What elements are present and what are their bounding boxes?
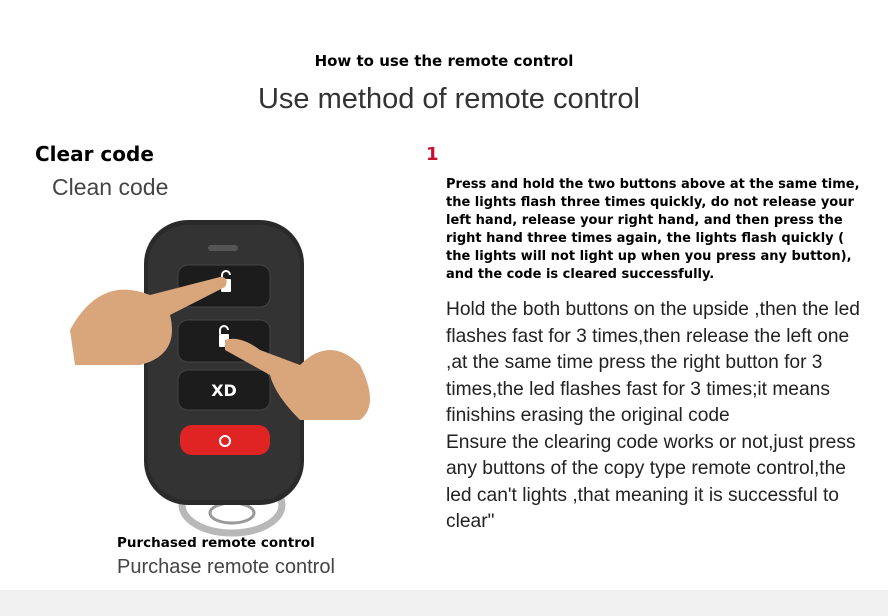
- remote-control-illustration: [60, 215, 400, 555]
- page-title-translated: How to use the remote control: [314, 52, 574, 70]
- svg-text:XD: XD: [211, 381, 237, 400]
- bottom-strip: [0, 590, 888, 616]
- caption-translated: Purchased remote control: [117, 535, 315, 551]
- trunk-button: [178, 370, 270, 410]
- instructions-translated: Press and hold the two buttons above at the same time, the lights flash three times quickly, do not release your left hand, release your right hand, and then press the right hand three times again, the lights flash quickly ( the lights will not light up when you press any button), and the code is cleared successfully.: [446, 177, 860, 282]
- caption: Purchase remote control: [117, 556, 335, 578]
- led-indicator: [208, 245, 238, 251]
- section-heading: Clean code: [52, 174, 169, 200]
- panic-button: [180, 425, 270, 455]
- section-heading-translated: Clear code: [35, 142, 154, 166]
- step-number: 1: [426, 144, 439, 165]
- instructions-original: Hold the both buttons on the upside ,then the led flashes fast for 3 times,then release the left one ,at the same time press the right button for 3 times,the led flashes fast for 3 times;it means finishins erasing the original code Ensure the clearing code works or not,just press any buttons of the copy type remote control,the led can't lights ,that meaning it is successful to clear": [446, 299, 860, 532]
- page-title: Use method of remote control: [257, 83, 640, 115]
